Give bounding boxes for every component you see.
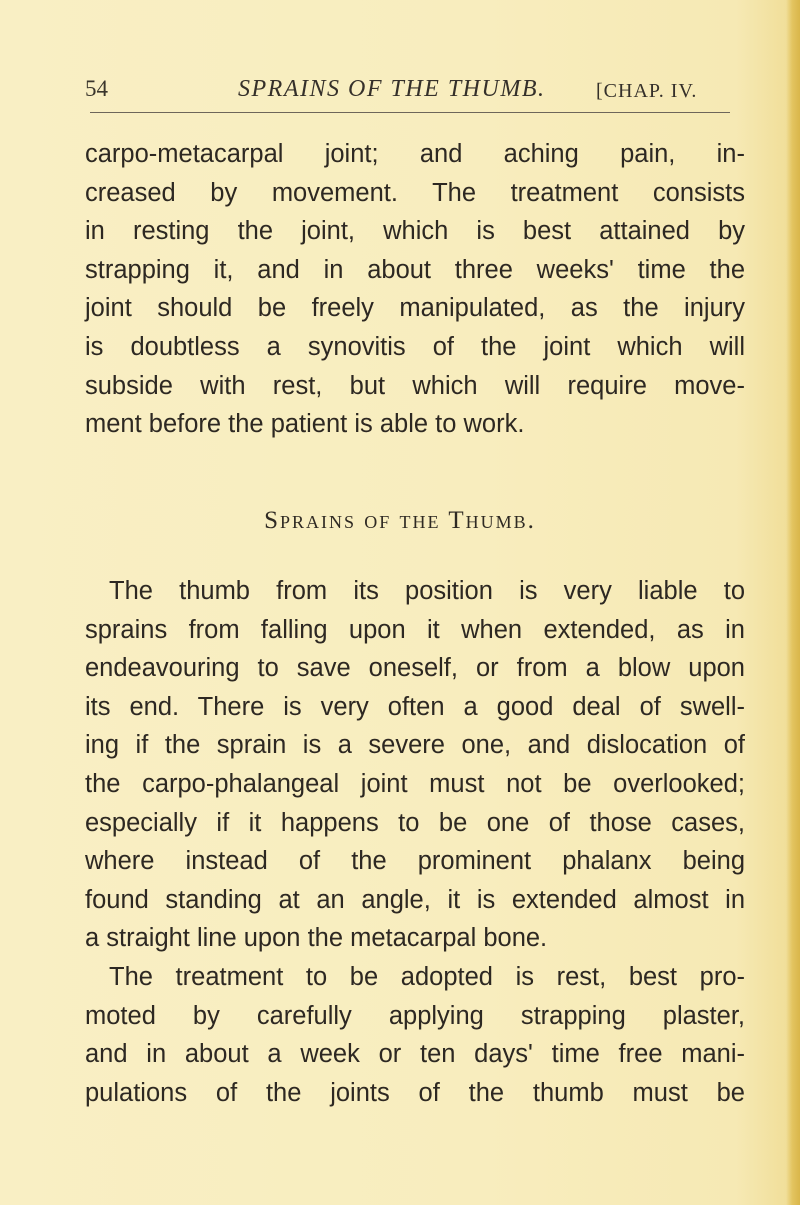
text-line: The treatment to be adopted is rest, best pro- <box>109 962 745 991</box>
text-line: its end. There is very often a good deal of swell- <box>85 692 745 721</box>
chapter-label: [CHAP. IV. <box>596 80 698 102</box>
running-title: SPRAINS OF THE THUMB. <box>238 76 546 102</box>
paragraph-continued <box>85 135 745 444</box>
running-head <box>0 76 800 116</box>
page-number: 54 <box>85 76 108 101</box>
text-line: subside with rest, but which will require move- <box>85 371 745 400</box>
text-line: and in about a week or ten days' time free mani- <box>85 1040 745 1069</box>
text-line: the carpo-phalangeal joint must not be overlooked; <box>85 769 745 798</box>
text-line: where instead of the prominent phalanx being <box>85 847 745 876</box>
text-line: moted by carefully applying strapping plaster, <box>85 1001 745 1030</box>
section-heading: Sprains of the Thumb. <box>264 507 536 534</box>
text-line: carpo-metacarpal joint; and aching pain, in- <box>85 140 745 168</box>
text-line: strapping it, and in about three weeks' time the <box>85 255 745 284</box>
section-body <box>85 572 745 1112</box>
text-line: found standing at an angle, it is extended almost in <box>85 885 745 914</box>
text-line: creased by movement. The treatment consists <box>85 178 745 207</box>
text-line: sprains from falling upon it when extended, as in <box>85 615 745 644</box>
text-line: pulations of the joints of the thumb must be <box>85 1078 745 1107</box>
text-line: especially if it happens to be one of those cases, <box>85 808 745 837</box>
text-line: is doubtless a synovitis of the joint which will <box>85 332 745 361</box>
text-line: a straight line upon the metacarpal bone. <box>85 924 548 953</box>
text-line: The thumb from its position is very liable to <box>109 577 745 605</box>
header-rule <box>90 112 730 113</box>
text-line: ing if the sprain is a severe one, and dislocation of <box>85 731 745 760</box>
text-line: joint should be freely manipulated, as the injury <box>85 294 745 323</box>
text-line: ment before the patient is able to work. <box>85 410 525 439</box>
page-edge <box>786 0 800 1205</box>
text-line: endeavouring to save oneself, or from a blow upon <box>85 654 745 683</box>
text-line: in resting the joint, which is best attained by <box>85 217 745 246</box>
